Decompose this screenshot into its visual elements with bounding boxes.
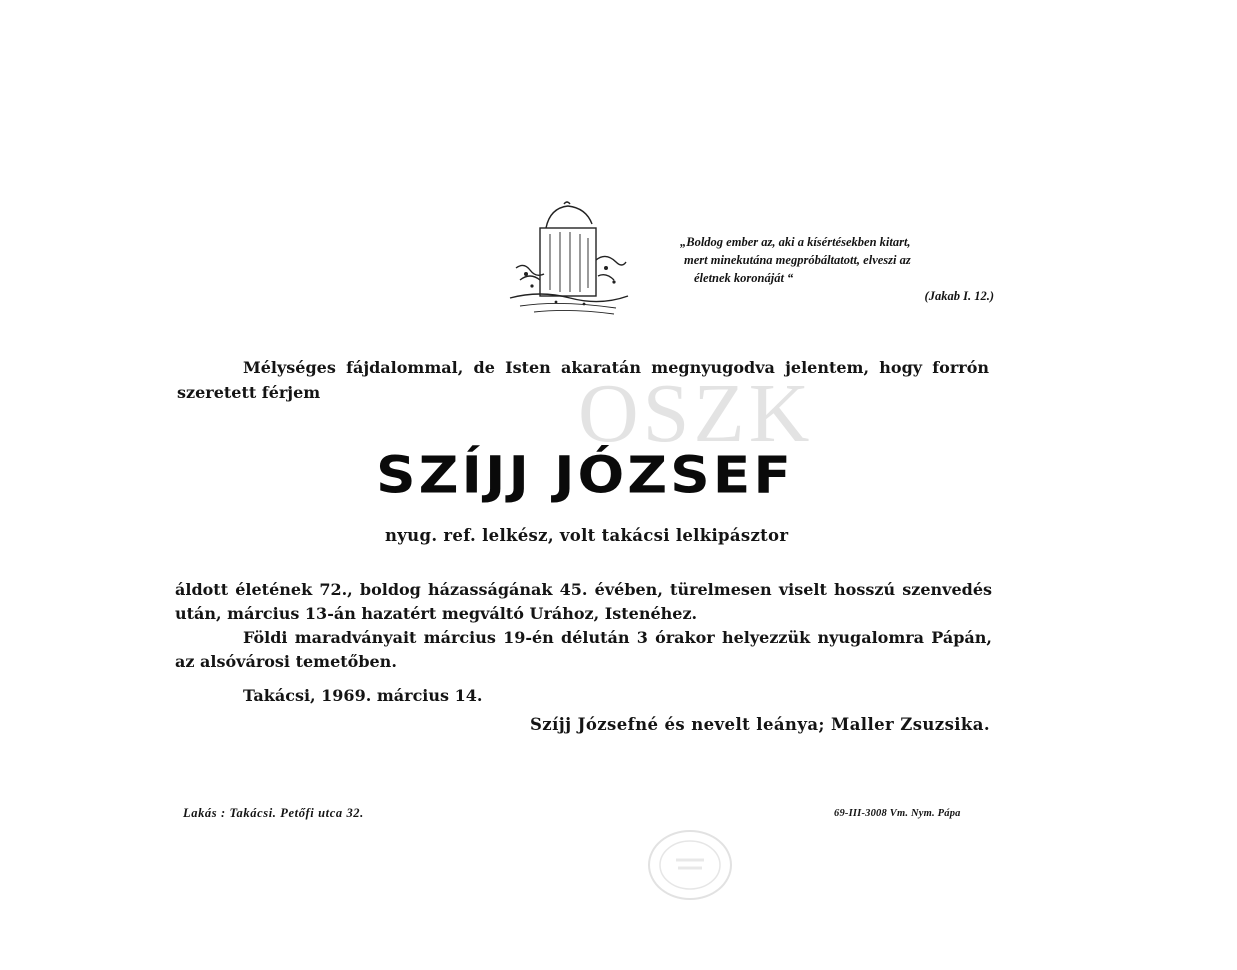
intro-paragraph [177, 355, 989, 405]
place-date: Takácsi, 1969. március 14. [243, 686, 483, 705]
body-line: után, március 13-án hazatért megváltó Urához, Istenéhez. [175, 604, 698, 623]
footer-printer: 69-III-3008 Vm. Nym. Pápa [834, 808, 961, 819]
oszk-watermark: OSZK [578, 367, 814, 460]
footer-address: Lakás : Takácsi. Petőfi utca 32. [183, 806, 364, 820]
intro-line: szeretett férjem [177, 383, 321, 402]
quote-source: (Jakab I. 12.) [924, 289, 994, 303]
deceased-title: nyug. ref. lelkész, volt takácsi lelkipásztor [385, 526, 789, 545]
deceased-name: SZÍJJ JÓZSEF [376, 445, 794, 505]
signers: Szíjj Józsefné és nevelt leánya; Maller Zsuzsika. [529, 715, 990, 734]
grave-monument-icon [506, 198, 632, 320]
body-line: Földi maradványait március 19-én délután 3 órakor helyezzük nyugalomra Pápán, [243, 628, 992, 647]
quote-line: mert minekutána megpróbáltatott, elveszi az [684, 253, 911, 267]
bible-quote [680, 233, 996, 305]
quote-line: életnek koronáját “ [694, 271, 794, 285]
body-line: áldott életének 72., boldog házasságának 45. évében, türelmesen viselt hosszú szenvedés [175, 580, 992, 599]
library-stamp-icon [648, 830, 732, 900]
body-line: az alsóvárosi temetőben. [175, 652, 397, 671]
quote-line: „Boldog ember az, aki a kísértésekben kitart, [680, 235, 911, 249]
intro-line: Mélységes fájdalommal, de Isten akaratán megnyugodva jelentem, hogy forrón [243, 358, 989, 377]
body-paragraph [175, 578, 992, 674]
